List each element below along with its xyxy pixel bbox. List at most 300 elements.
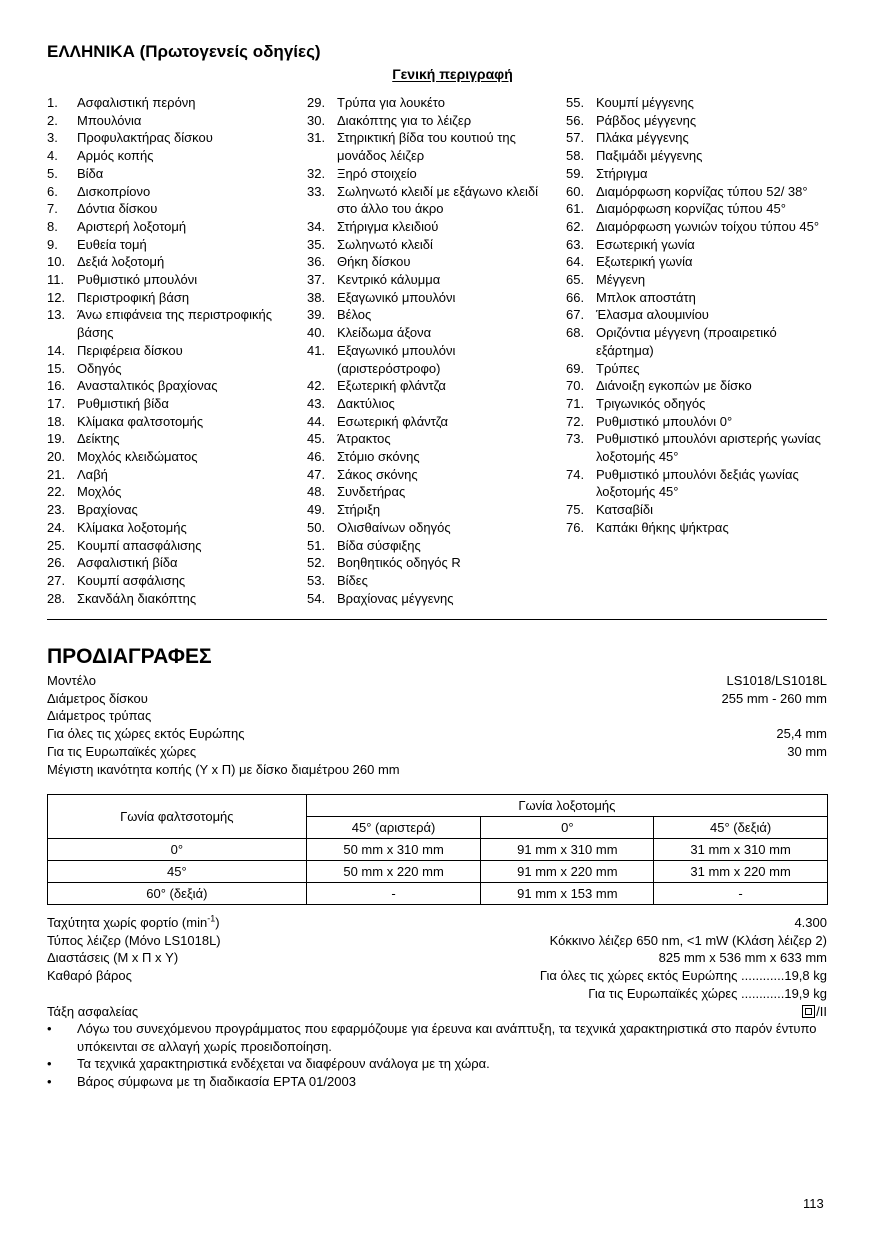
list-item [47, 200, 297, 218]
list-item-text: Εξαγωνικό μπουλόνι (αριστερόστροφο) [337, 342, 456, 376]
list-item [47, 360, 297, 378]
list-item [47, 501, 297, 519]
list-item-text: Καπάκι θήκης ψήκτρας [596, 519, 729, 535]
list-item-number: 51. [307, 537, 326, 553]
list-item-text: Εξωτερική φλάντζα [337, 378, 446, 394]
list-item-text: Δισκοπρίονο [77, 183, 151, 199]
list-item [47, 183, 297, 201]
list-item-number: 71. [566, 395, 585, 411]
parts-list-column-2 [307, 94, 547, 607]
double-insulation-icon [802, 1005, 815, 1018]
list-item-number: 67. [566, 307, 585, 323]
spec-value: 25,4 mm [776, 726, 827, 742]
list-item-number: 30. [307, 112, 326, 128]
miter-angle-cell: 60° (δεξιά) [48, 883, 307, 905]
spec-row-non-europe [47, 725, 827, 743]
list-item [307, 572, 547, 590]
capacity-cell: 91 mm x 220 mm [481, 861, 654, 883]
list-item-number: 16. [47, 378, 66, 394]
list-item-number: 73. [566, 431, 585, 447]
list-item-number: 58. [566, 148, 585, 164]
list-item-text: Μπλοκ αποστάτη [596, 289, 696, 305]
list-item-text: Βοηθητικός οδηγός R [337, 555, 461, 571]
list-item [47, 537, 297, 555]
list-item-text: Αρμός κοπής [77, 148, 154, 164]
list-item [307, 466, 547, 484]
list-item [566, 112, 826, 130]
list-item-number: 17. [47, 395, 66, 411]
bevel-column-header: 0° [481, 817, 654, 839]
list-item [47, 554, 297, 572]
list-item-number: 11. [47, 272, 65, 288]
list-item-number: 7. [47, 201, 58, 217]
list-item-number: 31. [307, 130, 326, 146]
list-item-number: 44. [307, 413, 326, 429]
list-item-text: Οδηγός [77, 360, 122, 376]
list-item-text: Τριγωνικός οδηγός [596, 395, 706, 411]
spec-label: Τύπος λέιζερ (Μόνο LS1018L) [47, 932, 221, 948]
notes-list [47, 1020, 827, 1091]
list-item [307, 519, 547, 537]
list-item-number: 22. [47, 484, 66, 500]
spec-value: LS1018/LS1018L [726, 673, 827, 688]
list-item-text: Ράβδος μέγγενης [596, 112, 697, 128]
list-item-number: 34. [307, 218, 326, 234]
spec-label: Για τις Ευρωπαϊκές χώρες [47, 743, 197, 759]
spec-label: Διαστάσεις (Μ x Π x Υ) [47, 950, 179, 966]
list-item [566, 147, 826, 165]
specifications-title: ΠΡΟΔΙΑΓΡΑΦΕΣ [47, 645, 212, 668]
list-item [566, 253, 826, 271]
list-item-number: 53. [307, 572, 326, 588]
bevel-angle-header: Γωνία λοξοτομής [306, 795, 827, 817]
list-item-number: 72. [566, 413, 585, 429]
spec-label [47, 914, 220, 932]
list-item-number: 26. [47, 555, 66, 571]
list-item-number: 8. [47, 218, 58, 234]
spec-row-max-capacity [47, 761, 827, 779]
list-item-number: 29. [307, 95, 326, 110]
page-number: 113 [803, 1196, 824, 1211]
spec-value: Για τις Ευρωπαϊκές χώρες ............19,9 kg [588, 985, 827, 1001]
spec-value: Κόκκινο λέιζερ 650 nm, <1 mW (Κλάση λέιζερ 2) [549, 932, 827, 948]
capacity-cell: 91 mm x 153 mm [481, 883, 654, 905]
list-item-text: Βραχίονας [77, 502, 138, 518]
list-item-number: 70. [566, 378, 585, 394]
list-item-text: Ευθεία τομή [77, 236, 147, 252]
miter-angle-header: Γωνία φαλτσοτομής [48, 795, 307, 839]
list-item-text: Εσωτερική φλάντζα [337, 413, 449, 429]
list-item-text: Σωληνωτό κλειδί με εξάγωνο κλειδί στο άλλο του άκρο [337, 183, 539, 217]
list-item [47, 112, 297, 130]
list-item-number: 1. [47, 95, 58, 110]
capacity-cell: 31 mm x 220 mm [654, 861, 828, 883]
list-item-number: 5. [47, 165, 58, 181]
list-item-number: 61. [566, 201, 585, 217]
list-item-number: 35. [307, 236, 326, 252]
list-item [307, 183, 547, 218]
list-item-number: 52. [307, 555, 326, 571]
list-item-number: 20. [47, 449, 66, 465]
list-item-text: Οριζόντια μέγγενη (προαιρετικό εξάρτημα) [596, 325, 777, 358]
list-item-number: 40. [307, 325, 326, 341]
spec-row-no-load-speed [47, 914, 827, 932]
safety-class-value: /II [816, 1003, 827, 1019]
list-item-number: 15. [47, 360, 66, 376]
spec-row-weight-europe [47, 985, 827, 1003]
list-item [566, 218, 826, 236]
list-item [566, 377, 826, 395]
list-item-text: Προφυλακτήρας δίσκου [77, 130, 213, 146]
list-item [47, 218, 297, 236]
list-item-number: 62. [566, 218, 585, 234]
list-item [307, 448, 547, 466]
list-item-text: Στηρικτική βίδα του κουτιού της μονάδος λέιζερ [337, 130, 516, 164]
spec-value: 255 mm - 260 mm [721, 690, 827, 706]
list-item [307, 129, 547, 164]
list-item [47, 483, 297, 501]
list-item-text: Ρυθμιστικό μπουλόνι [77, 272, 198, 288]
list-item-text: Ρυθμιστικό μπουλόνι 0° [596, 413, 733, 429]
list-item-number: 13. [47, 307, 66, 323]
list-item-text: Ξηρό στοιχείο [337, 165, 417, 181]
list-item-text: Μοχλός [77, 484, 122, 500]
table-row [48, 883, 828, 905]
list-item-number: 36. [307, 254, 326, 270]
list-item-number: 48. [307, 484, 326, 500]
spec-row-hole-diameter [47, 707, 827, 725]
list-item-number: 74. [566, 466, 585, 482]
list-item-number: 37. [307, 272, 326, 288]
list-item [566, 289, 826, 307]
list-item [307, 413, 547, 431]
list-item-number: 57. [566, 130, 585, 146]
list-item [307, 554, 547, 572]
list-item-number: 54. [307, 590, 326, 606]
spec-row-dimensions [47, 949, 827, 967]
list-item-text: Διαμόρφωση γωνιών τοίχου τύπου 45° [596, 218, 820, 234]
list-item [47, 466, 297, 484]
miter-angle-cell: 0° [48, 839, 307, 861]
list-item [47, 413, 297, 431]
list-item-text: Δακτύλιος [337, 395, 395, 411]
list-item-number: 32. [307, 165, 326, 181]
list-item-number: 65. [566, 272, 585, 288]
list-item [566, 466, 826, 501]
list-item-text: Διάνοιξη εγκοπών με δίσκο [596, 378, 752, 394]
list-item-number: 33. [307, 183, 326, 199]
list-item [47, 430, 297, 448]
specifications-list [47, 672, 827, 778]
note-text: Τα τεχνικά χαρακτηριστικά ενδέχεται να διαφέρουν ανάλογα με τη χώρα. [77, 1056, 490, 1072]
list-item-number: 19. [47, 431, 66, 447]
general-description-title: Γενική περιγραφή [392, 66, 513, 82]
list-item-text: Ολισθαίνων οδηγός [337, 519, 451, 535]
list-item-number: 64. [566, 254, 585, 270]
list-item-number: 49. [307, 502, 326, 518]
list-item-text: Κλίμακα φαλτσοτομής [77, 413, 204, 429]
list-item-text: Μέγγενη [596, 272, 646, 288]
list-item-number: 24. [47, 519, 66, 535]
list-item-number: 75. [566, 502, 585, 518]
spec-row-blade-diameter [47, 690, 827, 708]
list-item-text: Εξαγωνικό μπουλόνι [337, 289, 456, 305]
cutting-capacity-table [47, 794, 828, 905]
superscript: -1 [207, 913, 216, 924]
list-item-number: 14. [47, 342, 66, 358]
list-item [47, 342, 297, 360]
capacity-cell: 50 mm x 220 mm [306, 861, 481, 883]
list-item-text: Στόμιο σκόνης [337, 449, 420, 465]
list-item [566, 360, 826, 378]
list-item-number: 23. [47, 502, 66, 518]
spec-label: Μέγιστη ικανότητα κοπής (Υ x Π) με δίσκο διαμέτρου 260 mm [47, 761, 400, 777]
list-item [307, 430, 547, 448]
list-item-text: Στήριξη [337, 502, 381, 518]
parts-list-column-3 [566, 94, 826, 537]
list-item [307, 236, 547, 254]
list-item [566, 165, 826, 183]
list-item [307, 377, 547, 395]
list-item [307, 253, 547, 271]
list-item-number: 4. [47, 148, 58, 164]
list-item [566, 430, 826, 465]
capacity-cell: 91 mm x 310 mm [481, 839, 654, 861]
list-item-text: Κουμπί μέγγενης [596, 95, 694, 110]
list-item [47, 306, 297, 341]
list-item [307, 112, 547, 130]
list-item [566, 413, 826, 431]
list-item-text: Βίδα [77, 165, 104, 181]
bevel-column-header: 45° (αριστερά) [306, 817, 481, 839]
list-item-text: Παξιμάδι μέγγενης [596, 148, 703, 164]
list-item-text: Κλίμακα λοξοτομής [77, 519, 187, 535]
list-item-text: Κεντρικό κάλυμμα [337, 272, 441, 288]
list-item [566, 94, 826, 112]
list-item-text: Εξωτερική γωνία [596, 254, 693, 270]
list-item-text: Περιφέρεια δίσκου [77, 342, 183, 358]
list-item [566, 200, 826, 218]
list-item [47, 129, 297, 147]
list-item-text: Ρυθμιστική βίδα [77, 395, 169, 411]
parts-list-column-1 [47, 94, 297, 607]
list-item [566, 129, 826, 147]
list-item-text: Θήκη δίσκου [337, 254, 411, 270]
list-item [47, 519, 297, 537]
list-item-text: Μπουλόνια [77, 112, 142, 128]
table-row [48, 839, 828, 861]
list-item-text: Τρύπες [596, 360, 640, 376]
list-item [47, 165, 297, 183]
spec-label: Διάμετρος δίσκου [47, 690, 148, 706]
spec-row-safety-class [47, 1003, 827, 1021]
list-item [307, 590, 547, 608]
list-item-text: Ασφαλιστική βίδα [77, 555, 178, 571]
list-item-number: 3. [47, 130, 58, 146]
list-item-number: 66. [566, 289, 585, 305]
list-item-number: 10. [47, 254, 66, 270]
list-item-text: Διακόπτης για το λέιζερ [337, 112, 472, 128]
list-item-number: 76. [566, 519, 585, 535]
list-item [47, 1055, 827, 1073]
list-item [566, 501, 826, 519]
list-item-text: Δεξιά λοξοτομή [77, 254, 165, 270]
spec-value: 4.300 [794, 915, 827, 930]
list-item [47, 94, 297, 112]
list-item [566, 183, 826, 201]
list-item-number: 69. [566, 360, 585, 376]
list-item-text: Τρύπα για λουκέτο [337, 95, 445, 110]
capacity-cell: 50 mm x 310 mm [306, 839, 481, 861]
spec-value: 30 mm [787, 743, 827, 759]
list-item [566, 236, 826, 254]
list-item-number: 43. [307, 395, 326, 411]
list-item-text: Στήριγμα κλειδιού [337, 218, 439, 234]
spec-row-europe [47, 743, 827, 761]
list-item-number: 47. [307, 466, 326, 482]
capacity-cell: 31 mm x 310 mm [654, 839, 828, 861]
spec-label: Διάμετρος τρύπας [47, 708, 152, 724]
list-item [307, 218, 547, 236]
list-item-text: Σκανδάλη διακόπτης [77, 590, 197, 606]
table-row [48, 861, 828, 883]
list-item-number: 59. [566, 165, 585, 181]
spec-row-model [47, 672, 827, 690]
capacity-cell: - [306, 883, 481, 905]
list-item-text: Κουμπί ασφάλισης [77, 572, 186, 588]
list-item [307, 94, 547, 112]
list-item-number: 28. [47, 590, 66, 606]
list-item [47, 1020, 827, 1055]
spec-label-text: Ταχύτητα χωρίς φορτίο (min [47, 915, 208, 930]
specifications-list-2 [47, 914, 827, 1020]
list-item [47, 1073, 827, 1091]
list-item-number: 12. [47, 289, 66, 305]
list-item-number: 9. [47, 236, 58, 252]
bullet-icon: • [47, 1074, 52, 1090]
list-item-text: Άτρακτος [337, 431, 391, 447]
list-item-text: Λαβή [77, 466, 108, 482]
list-item-number: 41. [307, 342, 326, 358]
bullet-icon: • [47, 1021, 52, 1036]
spec-value: Για όλες τις χώρες εκτός Ευρώπης ............19,8 kg [539, 968, 827, 984]
list-item-text: Βίδες [337, 572, 368, 588]
list-item-text: Αριστερή λοξοτομή [77, 218, 187, 234]
list-item [307, 324, 547, 342]
list-item [47, 236, 297, 254]
spec-value [802, 1003, 827, 1021]
list-item-text: Σάκος σκόνης [337, 466, 418, 482]
list-item-text: Βέλος [337, 307, 372, 323]
list-item-text: Κλείδωμα άξονα [337, 325, 432, 341]
list-item [47, 590, 297, 608]
list-item [566, 306, 826, 324]
list-item [47, 147, 297, 165]
list-item-number: 38. [307, 289, 326, 305]
list-item-text: Ανασταλτικός βραχίονας [77, 378, 218, 394]
spec-label: Για όλες τις χώρες εκτός Ευρώπης [47, 726, 245, 742]
list-item [47, 448, 297, 466]
list-item-number: 45. [307, 431, 326, 447]
list-item [47, 395, 297, 413]
list-item-number: 21. [47, 466, 66, 482]
list-item-text: Κουμπί απασφάλισης [77, 537, 202, 553]
list-item-number: 60. [566, 183, 585, 199]
list-item-number: 63. [566, 236, 585, 252]
list-item-text: Ασφαλιστική περόνη [77, 95, 196, 110]
list-item-text: Κατσαβίδι [596, 502, 654, 518]
list-item-number: 55. [566, 95, 585, 110]
list-item-number: 50. [307, 519, 326, 535]
list-item [307, 501, 547, 519]
bullet-icon: • [47, 1056, 52, 1072]
list-item [307, 271, 547, 289]
list-item-text: Εσωτερική γωνία [596, 236, 695, 252]
list-item-text: Έλασμα αλουμινίου [596, 307, 709, 323]
list-item-text: Συνδετήρας [337, 484, 406, 500]
list-item-number: 6. [47, 183, 58, 199]
list-item-text: Μοχλός κλειδώματος [77, 449, 198, 465]
list-item [566, 324, 826, 359]
spec-label-close: ) [215, 915, 220, 930]
list-item-number: 2. [47, 112, 58, 128]
spec-label: Τάξη ασφαλείας [47, 1003, 139, 1019]
list-item-text: Βραχίονας μέγγενης [337, 590, 454, 606]
spec-label: Καθαρό βάρος [47, 968, 132, 984]
list-item-number: 56. [566, 112, 585, 128]
note-text: Βάρος σύμφωνα με τη διαδικασία EPTA 01/2003 [77, 1074, 356, 1090]
list-item-text: Στήριγμα [596, 165, 648, 181]
list-item [307, 483, 547, 501]
section-divider [47, 619, 827, 620]
list-item-text: Διαμόρφωση κορνίζας τύπου 52/ 38° [596, 183, 808, 199]
list-item-number: 42. [307, 378, 326, 394]
spec-label: Μοντέλο [47, 673, 97, 688]
spec-row-net-weight [47, 967, 827, 985]
list-item-number: 25. [47, 537, 66, 553]
list-item-number: 18. [47, 413, 66, 429]
capacity-cell: - [654, 883, 828, 905]
list-item-text: Διαμόρφωση κορνίζας τύπου 45° [596, 201, 786, 217]
spec-row-laser-type [47, 932, 827, 950]
list-item-text: Βίδα σύσφιξης [337, 537, 421, 553]
list-item [307, 537, 547, 555]
list-item-text: Δείκτης [77, 431, 120, 447]
list-item [307, 289, 547, 307]
list-item-text: Ρυθμιστικό μπουλόνι δεξιάς γωνίας λοξοτομής 45° [596, 466, 799, 500]
miter-angle-cell: 45° [48, 861, 307, 883]
list-item [566, 395, 826, 413]
list-item [307, 395, 547, 413]
list-item-text: Πλάκα μέγγενης [596, 130, 689, 146]
list-item-number: 39. [307, 307, 326, 323]
list-item-text: Δόντια δίσκου [77, 201, 158, 217]
list-item [47, 572, 297, 590]
list-item-number: 27. [47, 572, 66, 588]
list-item [47, 271, 297, 289]
spec-value: 825 mm x 536 mm x 633 mm [658, 950, 827, 966]
list-item [307, 165, 547, 183]
list-item-text: Περιστροφική βάση [77, 289, 190, 305]
list-item [47, 253, 297, 271]
list-item-text: Σωληνωτό κλειδί [337, 236, 433, 252]
list-item-number: 68. [566, 325, 585, 341]
list-item [47, 289, 297, 307]
list-item [47, 377, 297, 395]
list-item [566, 271, 826, 289]
list-item [307, 306, 547, 324]
list-item-text: Άνω επιφάνεια της περιστροφικής βάσης [77, 307, 272, 341]
